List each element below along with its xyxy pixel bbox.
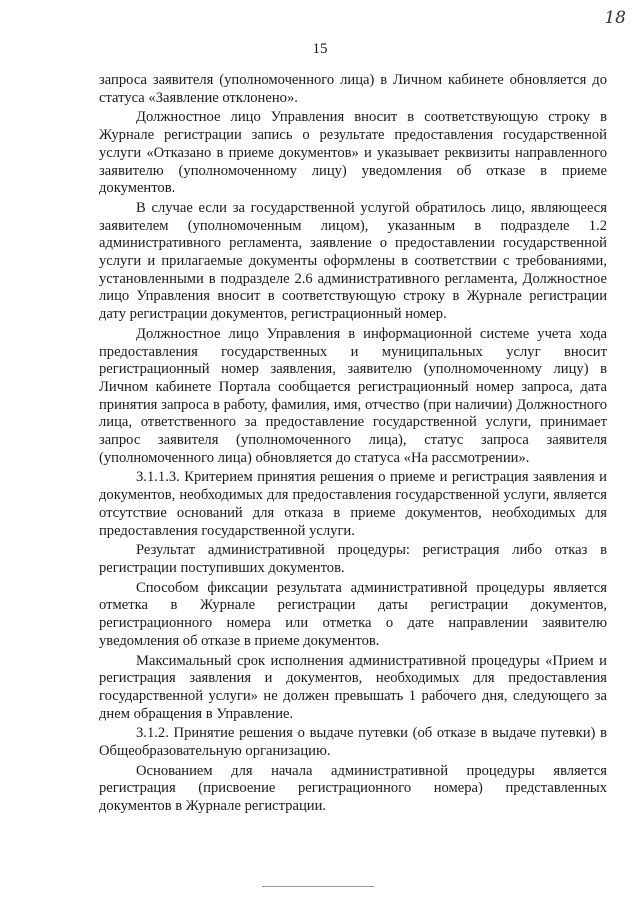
document-body bbox=[99, 72, 607, 816]
handwritten-page-number: 18 bbox=[604, 8, 626, 28]
paragraph-registration-case: В случае если за государственной услугой обратилось лицо, являющееся заявителем (уполномоченным лицом), указанным в подразделе 1.2 административного регламента, заявление о предоставлении государственной услуги и прилагаемые документы оформлены в соответствии с требованиями, установленными в подразделе 2.6 административного регламента, Должностное лицо Управления вносит в соответствующую строку в Журнале регистрации дату регистрации документов, регистрационный номер. bbox=[99, 199, 607, 323]
paragraph-information-system: Должностное лицо Управления в информационной системе учета хода предоставления государственных и муниципальных услуг вносит регистрационный номер заявления, заявителю (уполномоченному лицу) в Личном кабинете Портала сообщается регистрационный номер запроса, дата принятия запроса в работу, фамилия, имя, отчество (при наличии) Должностного лица, ответственного за предоставление государственной услуги, принимает запрос заявителя (уполномоченного лица), статус запроса заявителя (уполномоченного лица) обновляется до статуса «На рассмотрении». bbox=[99, 325, 607, 466]
paragraph-max-duration: Максимальный срок исполнения административной процедуры «Прием и регистрация заявления и документов, необходимых для предоставления государственной услуги» не должен превышать 1 рабочего дня, следующего за днем обращения в Управление. bbox=[99, 652, 607, 722]
paragraph-3-1-2-heading: 3.1.2. Принятие решения о выдаче путевки (об отказе в выдаче путевки) в Общеобразовательную организацию. bbox=[99, 725, 607, 760]
footer-divider bbox=[262, 886, 374, 887]
page-number: 15 bbox=[312, 41, 328, 57]
paragraph-status-rejected: запроса заявителя (уполномоченного лица) в Личном кабинете обновляется до статуса «Заявление отклонено». bbox=[99, 72, 607, 106]
paragraph-procedure-result: Результат административной процедуры: регистрация либо отказ в регистрации поступивших документов. bbox=[99, 542, 607, 576]
paragraph-3-1-1-3-criterion: 3.1.1.3. Критерием принятия решения о приеме и регистрация заявления и документов, необходимых для предоставления государственной услуги, является отсутствие оснований для отказа в приеме документов, необходимых для предоставления государственной услуги. bbox=[99, 469, 607, 539]
paragraph-procedure-basis: Основанием для начала административной процедуры является регистрация (присвоение регистрационного номера) представленных документов в Журнале регистрации. bbox=[99, 762, 607, 815]
paragraph-journal-refusal: Должностное лицо Управления вносит в соответствующую строку в Журнале регистрации запись о результате предоставления государственной услуги «Отказано в приеме документов» и указывает реквизиты направленного заявителю (уполномоченному лицу) уведомления об отказе в приеме документов. bbox=[99, 109, 607, 197]
paragraph-fixation-method: Способом фиксации результата административной процедуры является отметка в Журнале регистрации даты регистрации документов, регистрационного номера или отметка о дате направлении заявителю уведомления об отказе в приеме документов. bbox=[99, 579, 607, 649]
